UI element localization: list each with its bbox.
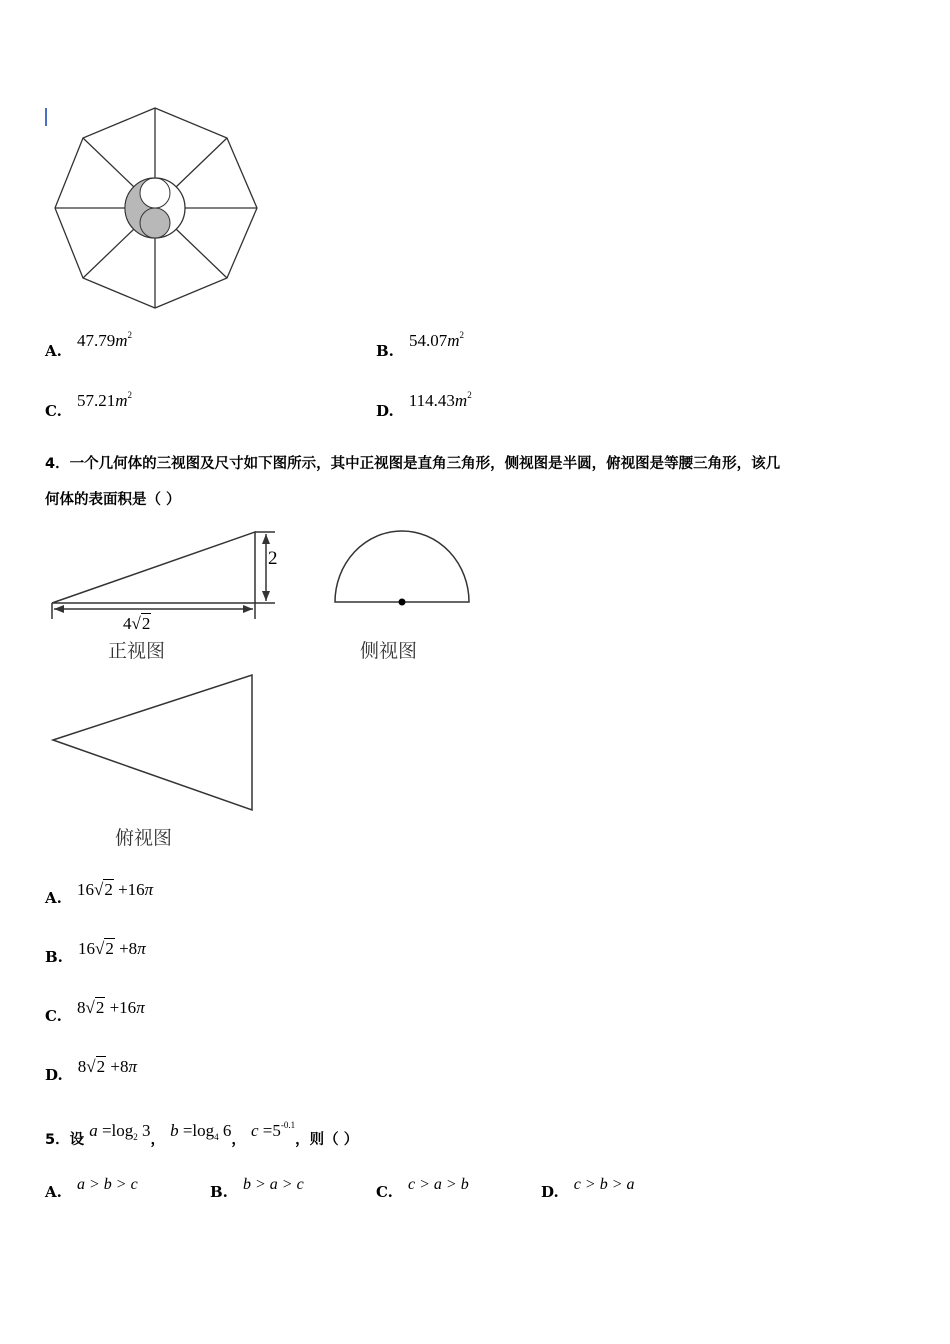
q5-option-a: A. a > b > c (45, 1176, 138, 1201)
q3-option-c: C. $57.21m^2$ (45, 390, 133, 420)
cursor-marker (45, 108, 47, 126)
spoke (83, 229, 134, 278)
q4-option-c: C. 8√2 +16π (45, 998, 145, 1025)
q3-option-a: A. $47.79m^2$ (45, 330, 132, 360)
semicircle (335, 531, 469, 602)
q4-option-d: D. 8√2 +8π (45, 1057, 138, 1084)
q5-option-c: C. c > a > b (376, 1176, 469, 1201)
q3-option-b: B. $54.07m^2$ (376, 330, 465, 360)
q4-line-1: 4．一个几何体的三视图及尺寸如下图所示，其中正视图是直角三角形，侧视图是半圆，俯视图是等腰三角形，该几 (45, 456, 781, 472)
q4-option-b: B. 16√2 +8π (45, 939, 146, 966)
q5-option-d: D. c > b > a (541, 1176, 635, 1201)
isosceles-triangle (53, 675, 252, 810)
center-point (399, 599, 406, 606)
q4-option-a: A. 16√2 +16π (45, 880, 154, 907)
q4-question (45, 446, 915, 518)
q5-question: 5．设 $a =\log_2$ 3， $b =\log_4$ 6， $c =5^{-0.1}$，则（ ） (45, 1120, 359, 1148)
width-label: 4√2 (123, 614, 151, 633)
q5-option-b: B. b > a > c (210, 1176, 304, 1201)
front-view-caption: 正视图 (108, 640, 166, 662)
side-view (330, 525, 475, 610)
side-view-caption: 侧视图 (360, 640, 418, 662)
top-view (45, 670, 260, 815)
height-label: 2 (268, 548, 278, 569)
q3-option-d: D. $114.43m^2$ (376, 390, 472, 420)
spoke (176, 229, 227, 278)
spoke (176, 138, 227, 187)
top-view-caption: 俯视图 (115, 827, 173, 849)
right-triangle (52, 532, 255, 603)
q4-line-2: 何体的表面积是（ ） (45, 492, 181, 508)
octagon-figure (50, 100, 265, 315)
front-view (45, 525, 295, 625)
spoke (83, 138, 134, 187)
